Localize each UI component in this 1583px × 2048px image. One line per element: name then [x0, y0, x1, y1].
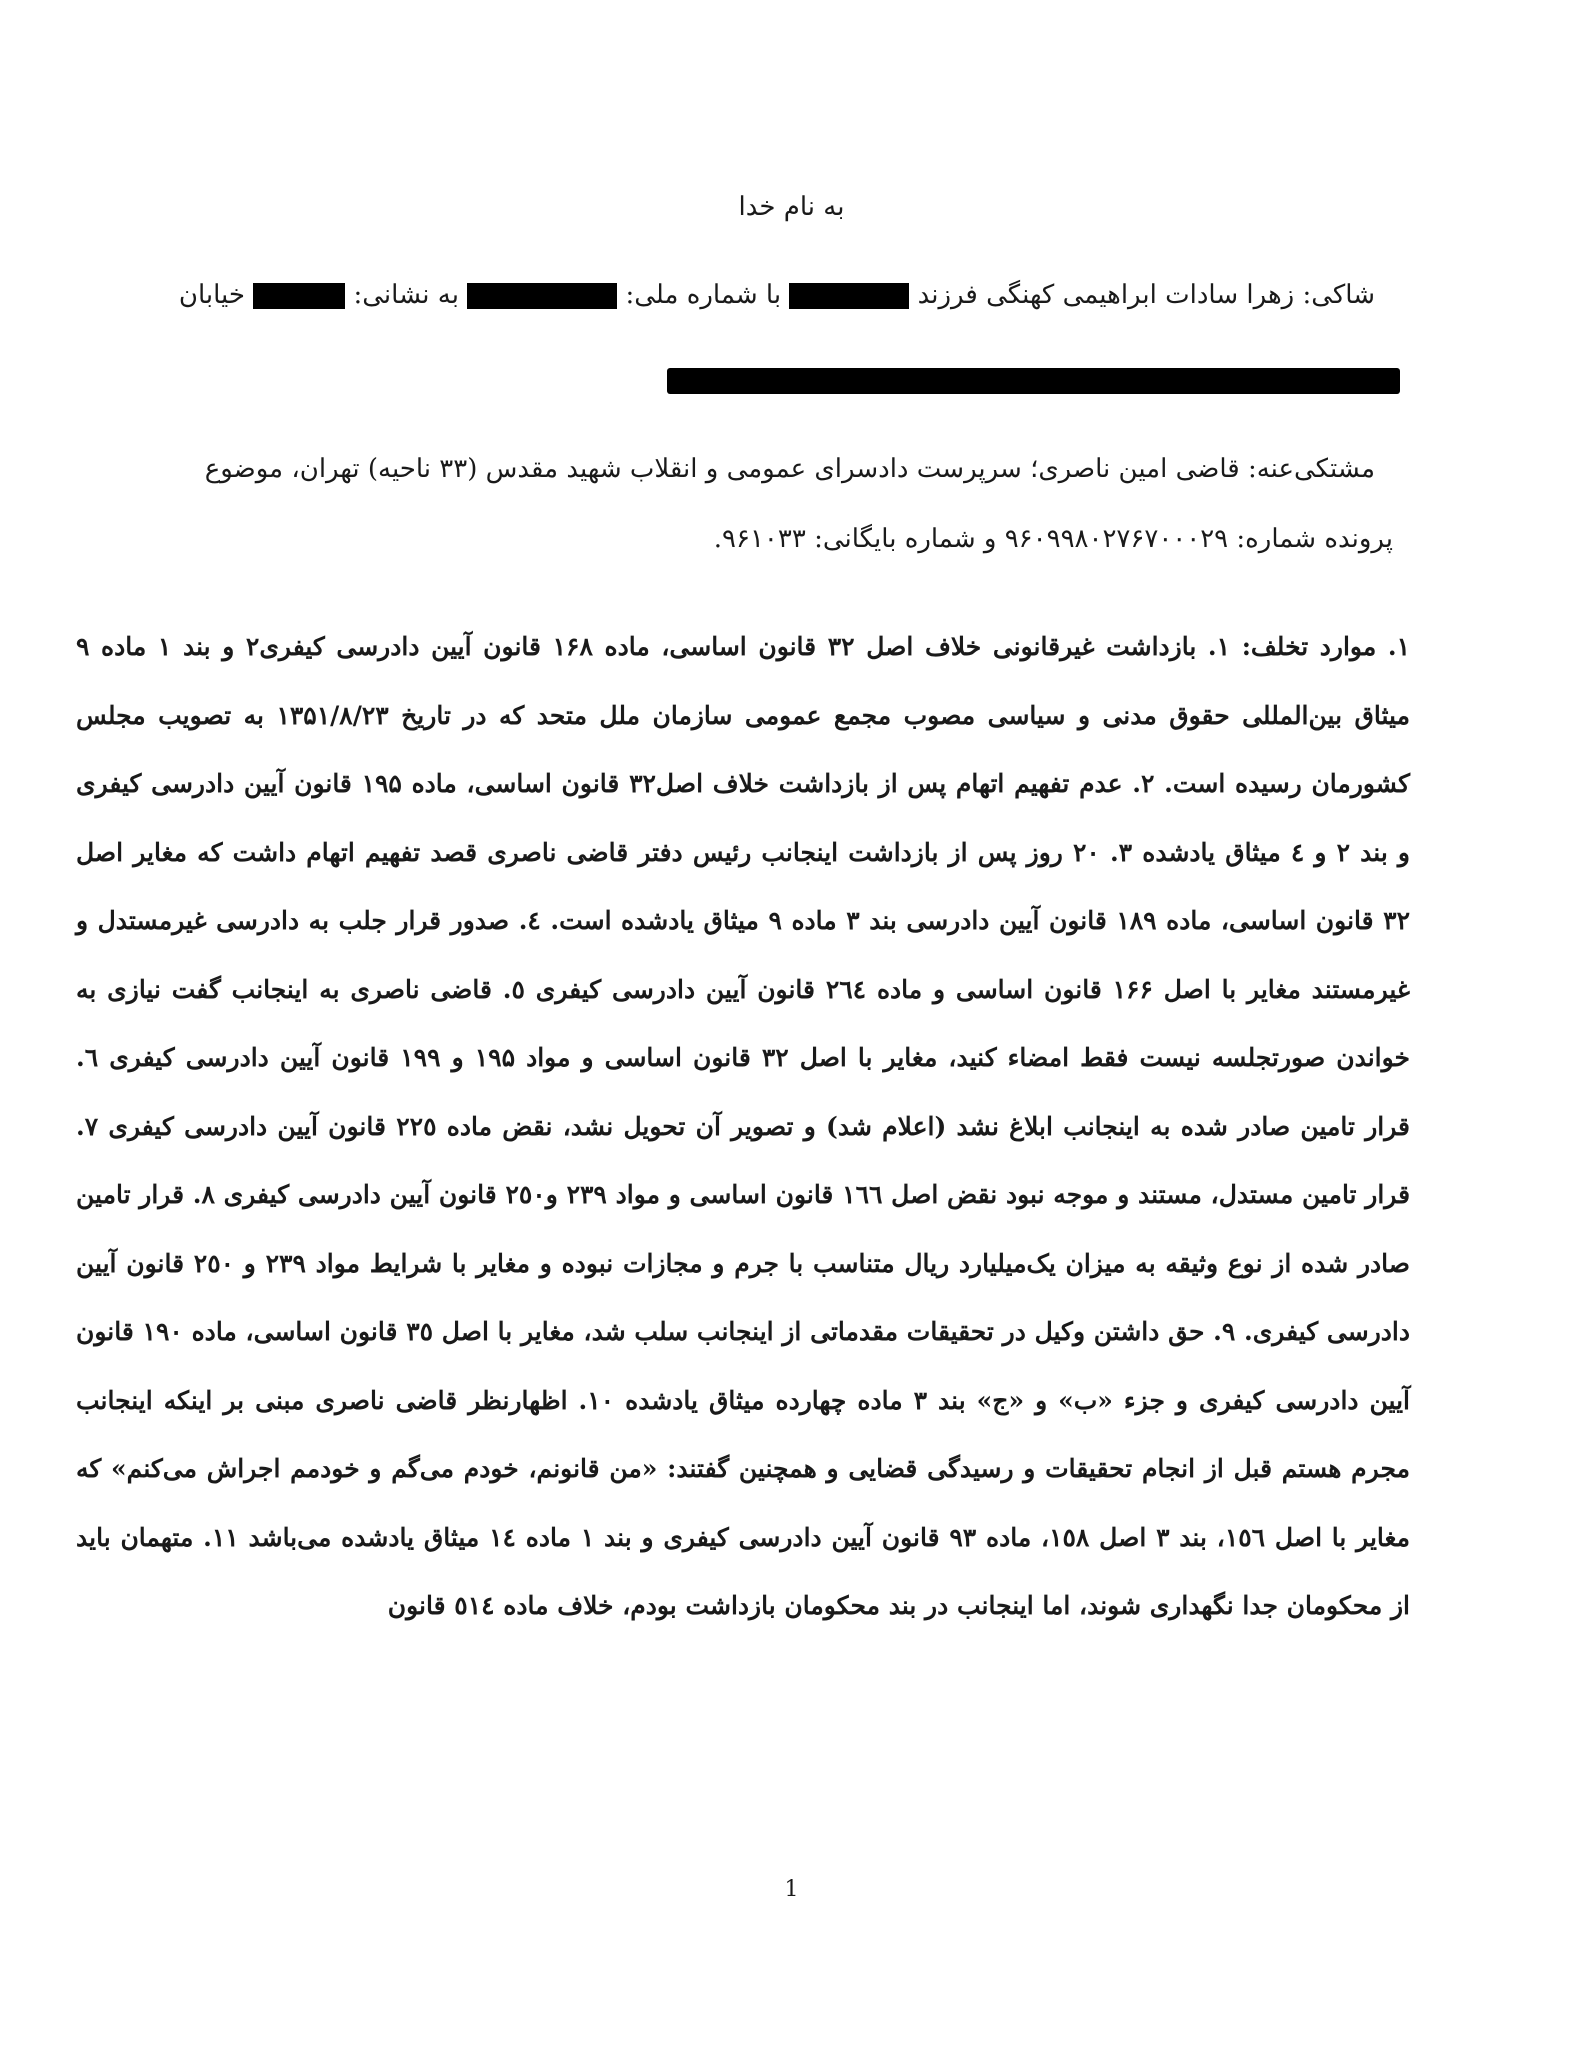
redacted-address: [253, 283, 345, 309]
redacted-father-name: [789, 283, 909, 309]
national-id-label: با شماره ملی:: [625, 280, 782, 310]
violations-paragraph: ۱. موارد تخلف: ۱. بازداشت غیرقانونی خلاف اصل ۳۲ قانون اساسی، ماده ۱۶۸ قانون آیین دادرسی کیفری۲ و بند ۱ ماده ۹ میثاق بین‌المللی حقوق مدنی و سیاسی مصوب مجمع عمومی سازمان ملل متحد که در تاریخ ۱۳۵۱/۸/۲۳ به تصویب مجلس کشورمان رسیده است. ۲. عدم تفهیم اتهام پس از بازداشت خلاف اصل۳۲ قانون اساسی، ماده ۱۹۵ قانون آیین دادرسی کیفری و بند ۲ و ٤ میثاق یادشده ۳. ۲۰ روز پس از بازداشت اینجانب رئیس دفتر قاضی ناصری قصد تفهیم اتهام داشت که مغایر اصل ۳۲ قانون اساسی، ماده ۱۸۹ قانون آیین دادرسی بند ۳ ماده ۹ میثاق یادشده است. ٤. صدور قرار جلب به دادرسی غیرمستدل و غیرمستند مغایر با اصل ۱۶۶ قانون اساسی و ماده ۲٦٤ قانون آیین دادرسی کیفری ٥. قاضی ناصری به اینجانب گفت نیازی به خواندن صورتجلسه نیست فقط امضاء کنید، مغایر با اصل ۳۲ قانون اساسی و مواد ۱۹۵ و ۱۹۹ قانون آیین دادرسی کیفری ٦. قرار تامین صادر شده به اینجانب ابلاغ نشد (اعلام شد) و تصویر آن تحویل نشد، نقض ماده ۲۲٥ قانون آیین دادرسی کیفری ۷. قرار تامین مستدل، مستند و موجه نبود نقض اصل ۱٦٦ قانون اساسی و مواد ۲۳۹ و۲٥۰ قانون آیین دادرسی کیفری ۸. قرار تامین صادر شده از نوع وثیقه به میزان یک‌میلیارد ریال متناسب با جرم و مجازات نبوده و مغایر با شرایط مواد ۲۳۹ و ۲٥۰ قانون آیین دادرسی کیفری. ۹. حق داشتن وکیل در تحقیقات مقدماتی از اینجانب سلب شد، مغایر با اصل ۳٥ قانون اساسی، ماده ۱۹۰ قانون آیین دادرسی کیفری و جزء «ب» و «ج» بند ۳ ماده چهارده میثاق یادشده ۱۰. اظهارنظر قاضی ناصری مبنی بر اینکه اینجانب مجرم هستم قبل از انجام تحقیقات و رسیدگی قضایی و همچنین گفتند: «من قانونم، خودم می‌گم و خودمم اجراش می‌کنم» که مغایر با اصل ۱٥٦، بند ۳ اصل ۱٥۸، ماده ۹۳ قانون آیین دادرسی کیفری و بند ۱ ماده ۱٤ میثاق یادشده می‌باشد ۱۱. متهمان باید از محکومان جدا نگهداری شوند، اما اینجانب در بند محکومان بازداشت بودم، خلاف ماده ٥۱٤ قانون: [76, 632, 1411, 1620]
case-number-line: پرونده شماره: ۹۶۰۹۹۸۰۲۷۶۷۰۰۰۲۹ و شماره بایگانی: ۹۶۱۰۳۳.: [713, 524, 1393, 554]
redacted-national-id: [467, 283, 617, 309]
address-label: به نشانی:: [353, 280, 459, 310]
document-title: به نام خدا: [738, 192, 845, 222]
plaintiff-label: شاکی: زهرا سادات ابراهیمی کهنگی فرزند: [917, 280, 1375, 310]
defendant-line: مشتکی‌عنه: قاضی امین ناصری؛ سرپرست دادسرای عمومی و انقلاب شهید مقدس (۳۳ ناحیه) تهران، موضوع: [204, 454, 1375, 484]
plaintiff-line: [179, 280, 1375, 310]
page-number: 1: [784, 1877, 799, 1902]
redacted-address-line: [667, 368, 1400, 394]
street-label: خیابان: [178, 280, 245, 310]
